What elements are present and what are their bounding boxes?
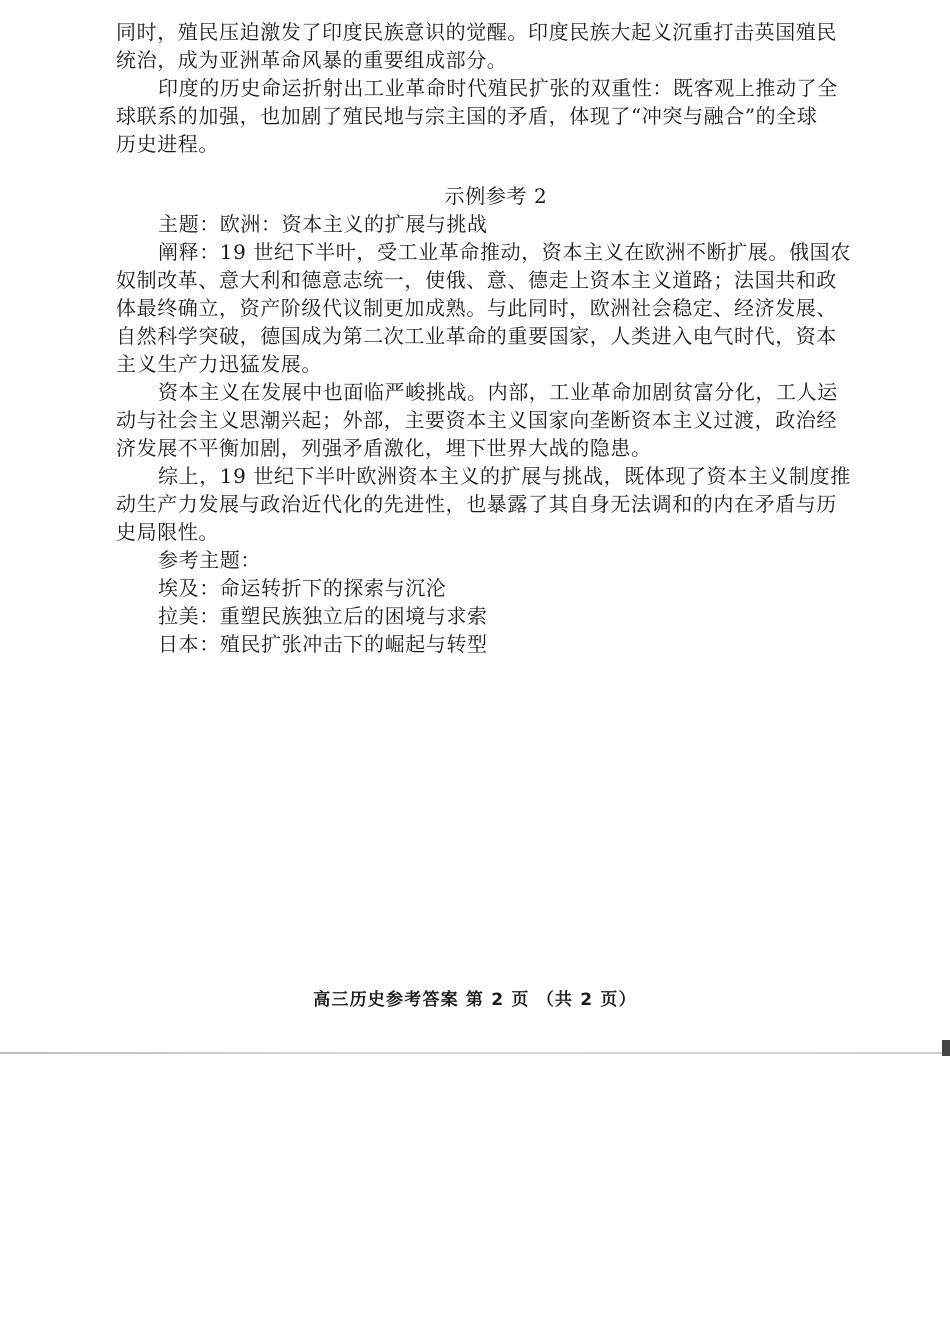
text-line: 自然科学突破，德国成为第二次工业革命的重要国家，人类进入电气时代，资本: [116, 324, 837, 348]
paragraph-conclusion: [116, 74, 876, 158]
paragraph-explanation: [116, 238, 876, 378]
text-line: 印度的历史命运折射出工业革命时代殖民扩张的双重性：既客观上推动了全: [158, 76, 838, 100]
text-line: 阐释：19 世纪下半叶，受工业革命推动，资本主义在欧洲不断扩展。俄国农: [158, 240, 851, 264]
scan-edge-line: [0, 1052, 950, 1054]
paragraph-challenges: [116, 378, 876, 462]
text-line: 同时，殖民压迫激发了印度民族意识的觉醒。印度民族大起义沉重打击英国殖民: [116, 20, 837, 44]
text-line: 综上，19 世纪下半叶欧洲资本主义的扩展与挑战，既体现了资本主义制度推: [158, 464, 851, 488]
ref-heading: 参考主题：: [158, 548, 261, 572]
text-line: 济发展不平衡加剧，列强矛盾激化，埋下世界大战的隐患。: [116, 436, 652, 460]
scan-edge-mark: [942, 1040, 950, 1056]
page-footer: 高三历史参考答案 第 2 页 （共 2 页）: [313, 990, 637, 1010]
paragraph-continuation: [116, 18, 876, 74]
text-line: 动与社会主义思潮兴起；外部，主要资本主义国家向垄断资本主义过渡，政治经: [116, 408, 837, 432]
text-line: 奴制改革、意大利和德意志统一，使俄、意、德走上资本主义道路；法国共和政: [116, 268, 837, 292]
text-line: 统治，成为亚洲革命风暴的重要组成部分。: [116, 48, 508, 72]
section-title: 示例参考 2: [444, 184, 548, 208]
text-line: 主义生产力迅猛发展。: [116, 352, 322, 376]
text-line: 资本主义在发展中也面临严峻挑战。内部，工业革命加剧贫富分化，工人运: [158, 380, 838, 404]
ref-topic-japan: 日本：殖民扩张冲击下的崛起与转型: [158, 632, 488, 656]
theme-line: 主题：欧洲：资本主义的扩展与挑战: [158, 212, 488, 236]
text-line: 动生产力发展与政治近代化的先进性，也暴露了其自身无法调和的内在矛盾与历: [116, 492, 837, 516]
text-line: 史局限性。: [116, 520, 219, 544]
paragraph-summary: [116, 462, 876, 546]
text-line: 球联系的加强，也加剧了殖民地与宗主国的矛盾，体现了“冲突与融合”的全球: [116, 104, 818, 128]
text-line: 历史进程。: [116, 132, 219, 156]
page-content: [116, 18, 876, 658]
ref-topic-egypt: 埃及：命运转折下的探索与沉沦: [158, 576, 447, 600]
text-line: 体最终确立，资产阶级代议制更加成熟。与此同时，欧洲社会稳定、经济发展、: [116, 296, 837, 320]
ref-topic-latin-america: 拉美：重塑民族独立后的困境与求索: [158, 604, 488, 628]
